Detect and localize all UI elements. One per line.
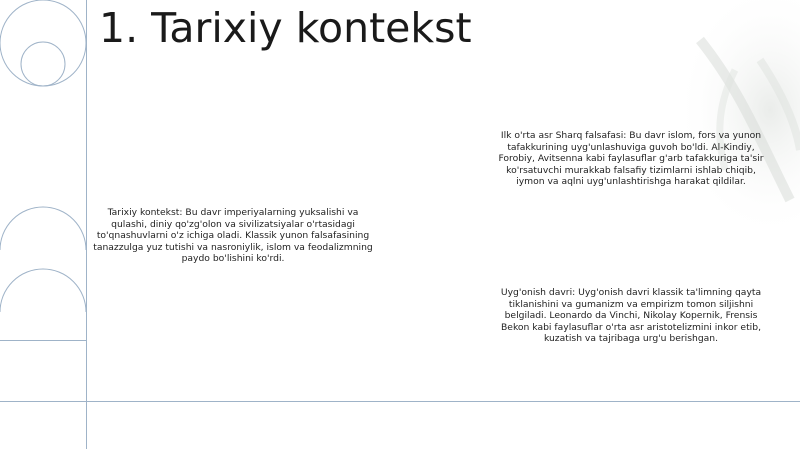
text-block-historical-context: Tarixiy kontekst: Bu davr imperiyalarning yuksalishi va qulashi, diniy qo'zg'olon va sivilizatsiyalar o'rtasidagi to'qnashuvlarni o'z ichiga oladi. Klassik yunon falsafasining tanazzulga yuz tutishi va nasroniylik, islom va feodalizmning paydo bo'lishini ko'rdi. [93,207,373,265]
top-left-small-circle [21,42,65,86]
slide-title: 1. Tarixiy kontekst [99,4,472,52]
leaf-shadow-graphic [675,0,800,240]
left-arch-upper [0,207,86,250]
left-arch-lower [0,269,86,312]
text-block-renaissance: Uyg'onish davri: Uyg'onish davri klassik ta'limning qayta tiklanishini va gumanizm va empirizm tomon siljishni belgiladi. Leonardo da Vinchi, Nikolay Kopernik, Frensis Bekon kabi faylasuflar o'rta asr aristotelizmini inkor etib, kuzatish va tajribaga urg'u berishgan. [500,287,762,345]
top-left-large-circle [0,0,86,86]
text-block-eastern-philosophy: Ilk o'rta asr Sharq falsafasi: Bu davr islom, fors va yunon tafakkurining uyg'unlashuviga guvoh bo'ldi. Al-Kindiy, Forobiy, Avitsenna kabi faylasuflar g'arb tafakkuriga ta'sir ko'rsatuvchi murakkab falsafiy tizimlarni ishlab chiqib, iymon va aqlni uyg'unlashtirishga harakat qildilar. [498,130,764,188]
